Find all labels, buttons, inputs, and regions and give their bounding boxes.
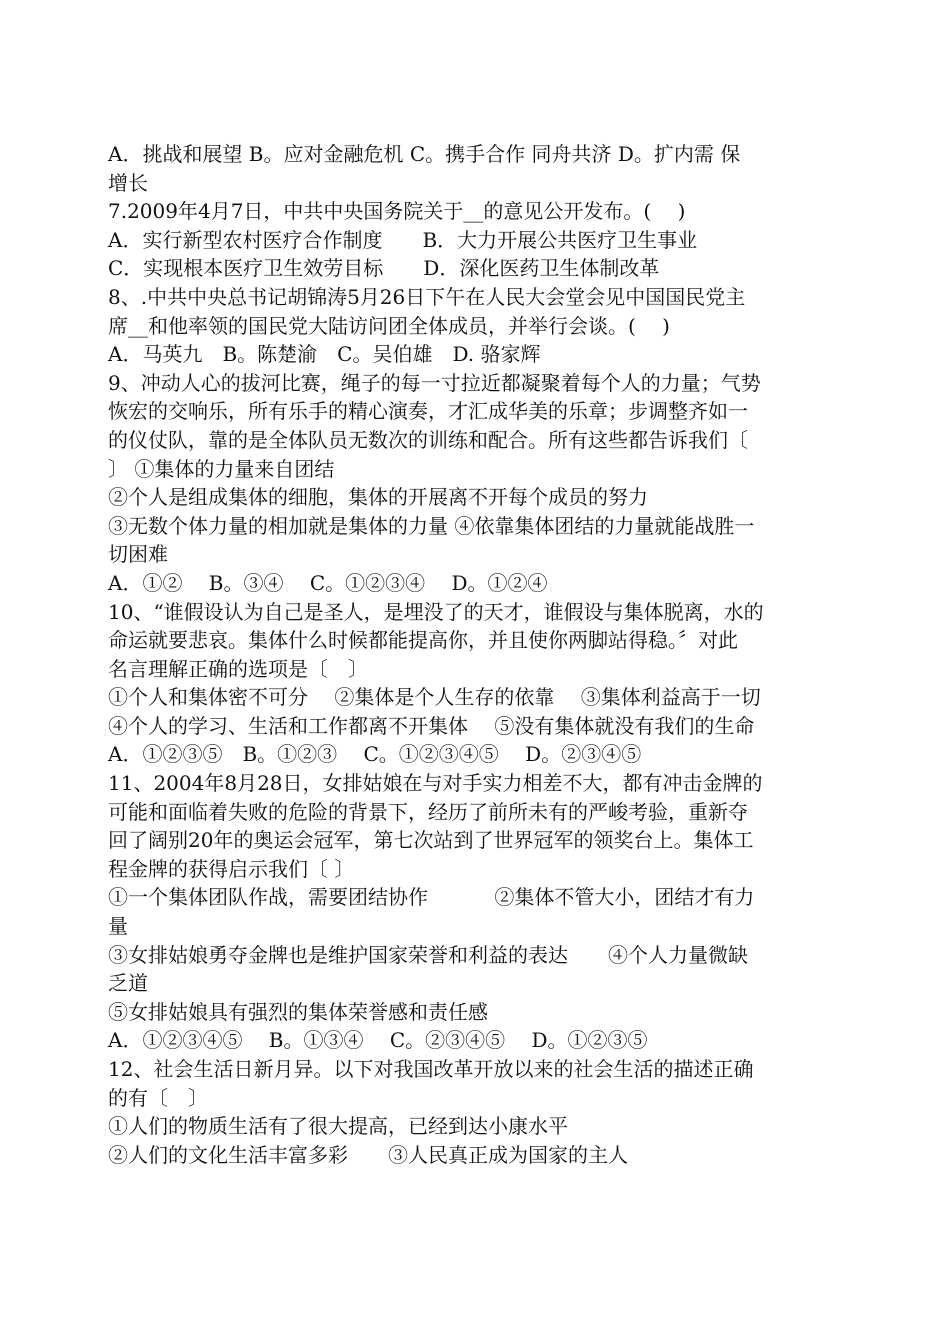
text-line: 增长 — [108, 170, 148, 195]
text-line: 席__和他率领的国民党大陆访问团全体成员，并举行会谈。( ) — [108, 313, 670, 338]
text-line: 的仪仗队，靠的是全体队员无数次的训练和配合。所有这些都告诉我们〔 — [108, 427, 748, 452]
text-line: ⑤女排姑娘具有强烈的集体荣誉感和责任感 — [108, 999, 488, 1024]
text-line: A．①②③⑤ B。①②③ C。①②③④⑤ D。②③④⑤ — [108, 742, 642, 767]
text-line: 可能和面临着失败的危险的背景下，经历了前所未有的严峻考验，重新夺 — [108, 799, 748, 824]
text-line: A．挑战和展望 B。应对金融危机 C。携手合作 同舟共济 D。扩内需 保 — [108, 142, 741, 166]
text-line: ③无数个体力量的相加就是集体的力量 ④依靠集体团结的力量就能战胜一 — [108, 513, 755, 538]
text-line: 的有〔 〕 — [108, 1085, 208, 1110]
text-line: ③女排姑娘勇夺金牌也是维护国家荣誉和利益的表达 ④个人力量微缺 — [108, 942, 748, 967]
text-line: ④个人的学习、生活和工作都离不开集体 ⑤没有集体就没有我们的生命 — [108, 713, 755, 738]
text-line: A．实行新型农村医疗合作制度 B．大力开展公共医疗卫生事业 — [108, 227, 698, 252]
document-page — [108, 140, 836, 1169]
text-line: 7.2009年4月7日，中共中央国务院关于__的意见公开发布。( ) — [108, 199, 686, 224]
text-line: 11、2004年8月28日，女排姑娘在与对手实力相差不大，都有冲击金牌的 — [108, 771, 763, 796]
text-line: A．马英九 B。陈楚渝 C。吴伯雄 D. 骆家辉 — [108, 342, 541, 367]
text-line: 名言理解正确的选项是〔 〕 — [108, 656, 368, 681]
text-line: C．实现根本医疗卫生效劳目标 D．深化医药卫生体制改革 — [108, 256, 660, 281]
text-line: 〕 ①集体的力量来自团结 — [108, 456, 335, 481]
text-line: 9、冲动人心的拔河比赛，绳子的每一寸拉近都凝聚着每个人的力量；气势 — [108, 370, 761, 395]
text-line: 恢宏的交响乐，所有乐手的精心演奏，才汇成华美的乐章；步调整齐如一 — [108, 399, 748, 424]
text-line: ①个人和集体密不可分 ②集体是个人生存的依靠 ③集体利益高于一切 — [108, 685, 761, 710]
text-line: ①一个集体团队作战，需要团结协作 ②集体不管大小，团结才有力 — [108, 885, 755, 910]
text-line: 程金牌的获得启示我们〔 〕 — [108, 856, 355, 881]
text-line: 12、社会生活日新月异。以下对我国改革开放以来的社会生活的描述正确 — [108, 1057, 754, 1081]
text-line: A．①②③④⑤ B。①③④ C。②③④⑤ D。①②③⑤ — [108, 1028, 648, 1053]
text-line: 8、.中共中央总书记胡锦涛5月26日下午在人民大会堂会见中国国民党主 — [108, 284, 746, 309]
text-line: 命运就要悲哀。集体什么时候都能提高你，并且使你两脚站得稳。〞对此 — [108, 628, 738, 653]
text-line: 10、“谁假设认为自己是圣人，是埋没了的天才，谁假设与集体脱离，水的 — [108, 599, 764, 624]
text-line: 回了阔别20年的奥运会冠军，第七次站到了世界冠军的领奖台上。集体工 — [108, 828, 754, 853]
text-line: 切困难 — [108, 542, 168, 567]
text-line: ②个人是组成集体的细胞，集体的开展离不开每个成员的努力 — [108, 485, 648, 510]
text-line: 乏道 — [108, 971, 148, 996]
text-line: A．①② B。③④ C。①②③④ D。①②④ — [108, 570, 548, 595]
text-line: 量 — [108, 914, 128, 939]
text-line: ①人们的物质生活有了很大提高，已经到达小康水平 — [108, 1114, 568, 1139]
text-line: ②人们的文化生活丰富多彩 ③人民真正成为国家的主人 — [108, 1142, 628, 1167]
